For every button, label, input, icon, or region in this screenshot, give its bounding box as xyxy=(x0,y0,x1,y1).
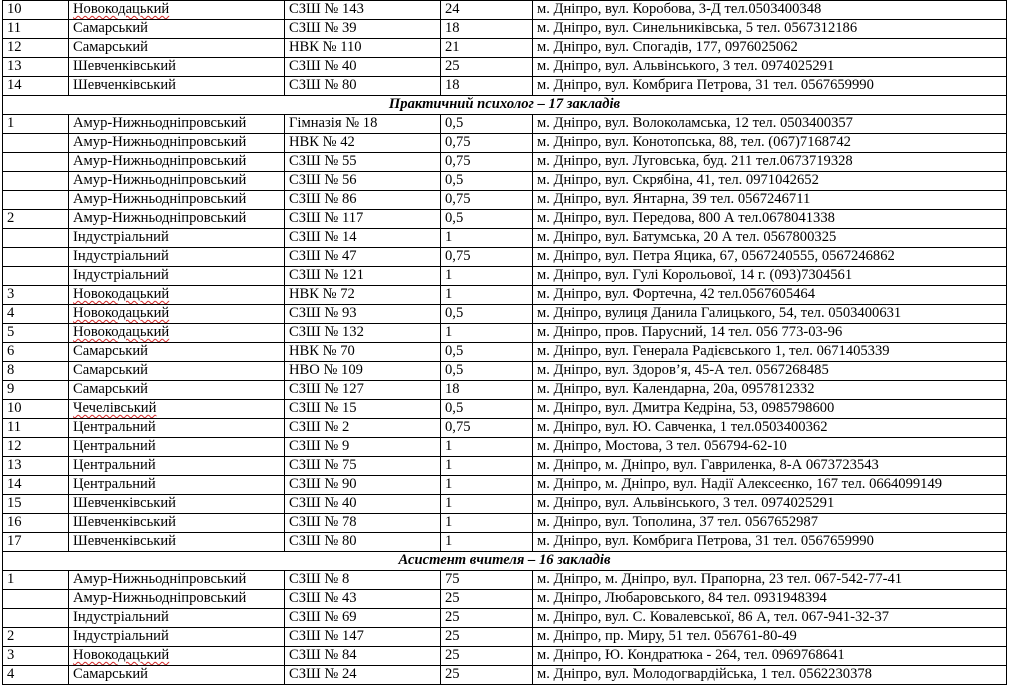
address-cell: м. Дніпро, вул. Конотопська, 88, тел. (067)7168742 xyxy=(533,134,1007,153)
address-cell: м. Дніпро, вул. Дмитра Кедріна, 53, 0985798600 xyxy=(533,400,1007,419)
table-row xyxy=(3,286,1007,305)
address-cell: м. Дніпро, м. Дніпро, вул. Прапорна, 23 тел. 067-542-77-41 xyxy=(533,571,1007,590)
district-cell: Шевченківський xyxy=(69,77,285,96)
address-cell: м. Дніпро, Ю. Кондратюка - 264, тел. 0969768641 xyxy=(533,647,1007,666)
rate-cell: 1 xyxy=(441,438,533,457)
table-row xyxy=(3,1,1007,20)
rate-cell: 0,75 xyxy=(441,248,533,267)
school-cell: СЗШ № 69 xyxy=(285,609,441,628)
row-number-cell xyxy=(3,134,69,153)
rate-cell: 21 xyxy=(441,39,533,58)
rate-cell: 1 xyxy=(441,229,533,248)
district-cell: Амур-Нижньодніпровський xyxy=(69,191,285,210)
schools-table xyxy=(2,0,1007,685)
school-cell: СЗШ № 39 xyxy=(285,20,441,39)
rate-cell: 1 xyxy=(441,533,533,552)
rate-cell: 0,75 xyxy=(441,134,533,153)
address-cell: м. Дніпро, пров. Парусний, 14 тел. 056 773-03-96 xyxy=(533,324,1007,343)
address-cell: м. Дніпро, Любаровського, 84 тел. 0931948394 xyxy=(533,590,1007,609)
table-row xyxy=(3,495,1007,514)
address-cell: м. Дніпро, вул. Фортечна, 42 тел.0567605464 xyxy=(533,286,1007,305)
district-cell: Самарський xyxy=(69,381,285,400)
row-number-cell xyxy=(3,267,69,286)
school-cell: СЗШ № 147 xyxy=(285,628,441,647)
row-number-cell xyxy=(3,609,69,628)
table-row xyxy=(3,571,1007,590)
table-row xyxy=(3,115,1007,134)
district-cell: Індустріальний xyxy=(69,267,285,286)
school-cell: Гімназія № 18 xyxy=(285,115,441,134)
row-number-cell xyxy=(3,153,69,172)
school-cell: СЗШ № 75 xyxy=(285,457,441,476)
district-cell: Центральний xyxy=(69,419,285,438)
school-cell: СЗШ № 24 xyxy=(285,666,441,685)
rate-cell: 0,5 xyxy=(441,343,533,362)
rate-cell: 18 xyxy=(441,20,533,39)
rate-cell: 0,75 xyxy=(441,153,533,172)
row-number-cell: 11 xyxy=(3,419,69,438)
rate-cell: 18 xyxy=(441,381,533,400)
address-cell: м. Дніпро, вул. Комбрига Петрова, 31 тел. 0567659990 xyxy=(533,77,1007,96)
school-cell: СЗШ № 43 xyxy=(285,590,441,609)
address-cell: м. Дніпро, вул. Здоров’я, 45-А тел. 0567268485 xyxy=(533,362,1007,381)
school-cell: СЗШ № 2 xyxy=(285,419,441,438)
district-cell: Шевченківський xyxy=(69,533,285,552)
row-number-cell xyxy=(3,590,69,609)
district-cell: Центральний xyxy=(69,438,285,457)
district-cell: Самарський xyxy=(69,343,285,362)
table-row xyxy=(3,666,1007,685)
address-cell: м. Дніпро, Мостова, 3 тел. 056794-62-10 xyxy=(533,438,1007,457)
address-cell: м. Дніпро, вул. Комбрига Петрова, 31 тел. 0567659990 xyxy=(533,533,1007,552)
address-cell: м. Дніпро, вул. Альвінського, 3 тел. 0974025291 xyxy=(533,58,1007,77)
address-cell: м. Дніпро, вул. Синельниківська, 5 тел. 0567312186 xyxy=(533,20,1007,39)
address-cell: м. Дніпро, вул. Луговська, буд. 211 тел.0673719328 xyxy=(533,153,1007,172)
rate-cell: 0,75 xyxy=(441,419,533,438)
address-cell: м. Дніпро, вул. Календарна, 20а, 0957812332 xyxy=(533,381,1007,400)
row-number-cell: 3 xyxy=(3,286,69,305)
address-cell: м. Дніпро, м. Дніпро, вул. Надії Алексеєнко, 167 тел. 0664099149 xyxy=(533,476,1007,495)
address-cell: м. Дніпро, вул. Молодогвардійська, 1 тел. 0562230378 xyxy=(533,666,1007,685)
table-row xyxy=(3,39,1007,58)
table-row xyxy=(3,362,1007,381)
rate-cell: 1 xyxy=(441,495,533,514)
district-cell: Шевченківський xyxy=(69,58,285,77)
district-cell: Новокодацький xyxy=(69,286,285,305)
district-cell: Новокодацький xyxy=(69,305,285,324)
school-cell: НВК № 42 xyxy=(285,134,441,153)
address-cell: м. Дніпро, вул. Спогадів, 177, 0976025062 xyxy=(533,39,1007,58)
rate-cell: 25 xyxy=(441,609,533,628)
district-cell: Шевченківський xyxy=(69,514,285,533)
school-cell: НВК № 110 xyxy=(285,39,441,58)
district-cell: Амур-Нижньодніпровський xyxy=(69,153,285,172)
table-row xyxy=(3,438,1007,457)
school-cell: СЗШ № 14 xyxy=(285,229,441,248)
table-row xyxy=(3,77,1007,96)
address-cell: м. Дніпро, вул. Альвінського, 3 тел. 0974025291 xyxy=(533,495,1007,514)
school-cell: СЗШ № 80 xyxy=(285,533,441,552)
school-cell: СЗШ № 117 xyxy=(285,210,441,229)
address-cell: м. Дніпро, вул. Гулі Корольової, 14 г. (093)7304561 xyxy=(533,267,1007,286)
rate-cell: 0,5 xyxy=(441,210,533,229)
rate-cell: 1 xyxy=(441,476,533,495)
table-row xyxy=(3,210,1007,229)
school-cell: НВК № 70 xyxy=(285,343,441,362)
district-cell: Чечелівський xyxy=(69,400,285,419)
row-number-cell: 11 xyxy=(3,20,69,39)
row-number-cell: 4 xyxy=(3,666,69,685)
table-row xyxy=(3,305,1007,324)
row-number-cell: 12 xyxy=(3,438,69,457)
row-number-cell: 10 xyxy=(3,1,69,20)
section-header-row xyxy=(3,552,1007,571)
row-number-cell: 4 xyxy=(3,305,69,324)
row-number-cell: 13 xyxy=(3,58,69,77)
row-number-cell: 17 xyxy=(3,533,69,552)
district-cell: Індустріальний xyxy=(69,229,285,248)
address-cell: м. Дніпро, вул. Ю. Савченка, 1 тел.0503400362 xyxy=(533,419,1007,438)
rate-cell: 1 xyxy=(441,286,533,305)
district-cell: Центральний xyxy=(69,476,285,495)
address-cell: м. Дніпро, пр. Миру, 51 тел. 056761-80-49 xyxy=(533,628,1007,647)
row-number-cell: 2 xyxy=(3,628,69,647)
table-row xyxy=(3,514,1007,533)
row-number-cell: 15 xyxy=(3,495,69,514)
school-cell: СЗШ № 40 xyxy=(285,58,441,77)
school-cell: СЗШ № 143 xyxy=(285,1,441,20)
table-row xyxy=(3,172,1007,191)
school-cell: СЗШ № 84 xyxy=(285,647,441,666)
school-cell: СЗШ № 121 xyxy=(285,267,441,286)
rate-cell: 1 xyxy=(441,514,533,533)
section-header-row xyxy=(3,96,1007,115)
table-row xyxy=(3,590,1007,609)
address-cell: м. Дніпро, вул. Янтарна, 39 тел. 0567246711 xyxy=(533,191,1007,210)
district-cell: Новокодацький xyxy=(69,1,285,20)
row-number-cell: 14 xyxy=(3,77,69,96)
rate-cell: 1 xyxy=(441,457,533,476)
rate-cell: 1 xyxy=(441,324,533,343)
rate-cell: 0,5 xyxy=(441,305,533,324)
school-cell: СЗШ № 56 xyxy=(285,172,441,191)
district-cell: Шевченківський xyxy=(69,495,285,514)
row-number-cell: 16 xyxy=(3,514,69,533)
school-cell: СЗШ № 90 xyxy=(285,476,441,495)
rate-cell: 0,5 xyxy=(441,400,533,419)
district-cell: Амур-Нижньодніпровський xyxy=(69,172,285,191)
table-row xyxy=(3,153,1007,172)
table-row xyxy=(3,229,1007,248)
rate-cell: 25 xyxy=(441,628,533,647)
address-cell: м. Дніпро, вул. Волоколамська, 12 тел. 0503400357 xyxy=(533,115,1007,134)
rate-cell: 25 xyxy=(441,666,533,685)
school-cell: СЗШ № 55 xyxy=(285,153,441,172)
row-number-cell: 1 xyxy=(3,115,69,134)
school-cell: СЗШ № 15 xyxy=(285,400,441,419)
district-cell: Амур-Нижньодніпровський xyxy=(69,115,285,134)
table-row xyxy=(3,628,1007,647)
district-cell: Новокодацький xyxy=(69,324,285,343)
rate-cell: 24 xyxy=(441,1,533,20)
address-cell: м. Дніпро, вул. Скрябіна, 41, тел. 0971042652 xyxy=(533,172,1007,191)
section-title: Практичний психолог – 17 закладів xyxy=(3,96,1007,115)
row-number-cell xyxy=(3,248,69,267)
school-cell: НВК № 72 xyxy=(285,286,441,305)
rate-cell: 0,5 xyxy=(441,115,533,134)
row-number-cell: 13 xyxy=(3,457,69,476)
rate-cell: 0,75 xyxy=(441,191,533,210)
rate-cell: 18 xyxy=(441,77,533,96)
district-cell: Індустріальний xyxy=(69,628,285,647)
district-cell: Індустріальний xyxy=(69,609,285,628)
district-cell: Самарський xyxy=(69,666,285,685)
row-number-cell: 2 xyxy=(3,210,69,229)
table-row xyxy=(3,419,1007,438)
row-number-cell: 12 xyxy=(3,39,69,58)
table-row xyxy=(3,267,1007,286)
row-number-cell xyxy=(3,191,69,210)
school-cell: СЗШ № 40 xyxy=(285,495,441,514)
district-cell: Самарський xyxy=(69,39,285,58)
address-cell: м. Дніпро, вул. Петра Яцика, 67, 0567240555, 0567246862 xyxy=(533,248,1007,267)
address-cell: м. Дніпро, вул. Батумська, 20 А тел. 0567800325 xyxy=(533,229,1007,248)
school-cell: СЗШ № 78 xyxy=(285,514,441,533)
rate-cell: 0,5 xyxy=(441,172,533,191)
school-cell: СЗШ № 47 xyxy=(285,248,441,267)
school-cell: СЗШ № 86 xyxy=(285,191,441,210)
table-row xyxy=(3,134,1007,153)
address-cell: м. Дніпро, вул. С. Ковалевської, 86 А, тел. 067-941-32-37 xyxy=(533,609,1007,628)
district-cell: Індустріальний xyxy=(69,248,285,267)
table-row xyxy=(3,248,1007,267)
district-cell: Амур-Нижньодніпровський xyxy=(69,134,285,153)
school-cell: СЗШ № 93 xyxy=(285,305,441,324)
section-title: Асистент вчителя – 16 закладів xyxy=(3,552,1007,571)
row-number-cell xyxy=(3,172,69,191)
school-cell: СЗШ № 127 xyxy=(285,381,441,400)
row-number-cell: 9 xyxy=(3,381,69,400)
table-row xyxy=(3,381,1007,400)
rate-cell: 0,5 xyxy=(441,362,533,381)
table-row xyxy=(3,400,1007,419)
rate-cell: 75 xyxy=(441,571,533,590)
table-row xyxy=(3,457,1007,476)
row-number-cell: 14 xyxy=(3,476,69,495)
district-cell: Амур-Нижньодніпровський xyxy=(69,571,285,590)
table-row xyxy=(3,191,1007,210)
district-cell: Новокодацький xyxy=(69,647,285,666)
table-row xyxy=(3,58,1007,77)
school-cell: СЗШ № 80 xyxy=(285,77,441,96)
row-number-cell: 10 xyxy=(3,400,69,419)
table-row xyxy=(3,343,1007,362)
district-cell: Амур-Нижньодніпровський xyxy=(69,210,285,229)
rate-cell: 25 xyxy=(441,647,533,666)
row-number-cell: 3 xyxy=(3,647,69,666)
district-cell: Самарський xyxy=(69,20,285,39)
school-cell: НВО № 109 xyxy=(285,362,441,381)
address-cell: м. Дніпро, вул. Тополина, 37 тел. 0567652987 xyxy=(533,514,1007,533)
rate-cell: 1 xyxy=(441,267,533,286)
rate-cell: 25 xyxy=(441,58,533,77)
row-number-cell: 6 xyxy=(3,343,69,362)
row-number-cell: 5 xyxy=(3,324,69,343)
table-row xyxy=(3,324,1007,343)
district-cell: Самарський xyxy=(69,362,285,381)
school-cell: СЗШ № 8 xyxy=(285,571,441,590)
row-number-cell xyxy=(3,229,69,248)
table-row xyxy=(3,476,1007,495)
address-cell: м. Дніпро, вул. Генерала Радієвського 1, тел. 0671405339 xyxy=(533,343,1007,362)
district-cell: Центральний xyxy=(69,457,285,476)
table-row xyxy=(3,533,1007,552)
table-row xyxy=(3,647,1007,666)
rate-cell: 25 xyxy=(441,590,533,609)
address-cell: м. Дніпро, вул. Коробова, 3-Д тел.0503400348 xyxy=(533,1,1007,20)
district-cell: Амур-Нижньодніпровський xyxy=(69,590,285,609)
table-row xyxy=(3,609,1007,628)
row-number-cell: 8 xyxy=(3,362,69,381)
schools-table-body xyxy=(3,1,1007,685)
address-cell: м. Дніпро, вулиця Данила Галицького, 54, тел. 0503400631 xyxy=(533,305,1007,324)
row-number-cell: 1 xyxy=(3,571,69,590)
school-cell: СЗШ № 9 xyxy=(285,438,441,457)
school-cell: СЗШ № 132 xyxy=(285,324,441,343)
address-cell: м. Дніпро, м. Дніпро, вул. Гавриленка, 8-А 0673723543 xyxy=(533,457,1007,476)
address-cell: м. Дніпро, вул. Передова, 800 А тел.0678041338 xyxy=(533,210,1007,229)
table-row xyxy=(3,20,1007,39)
